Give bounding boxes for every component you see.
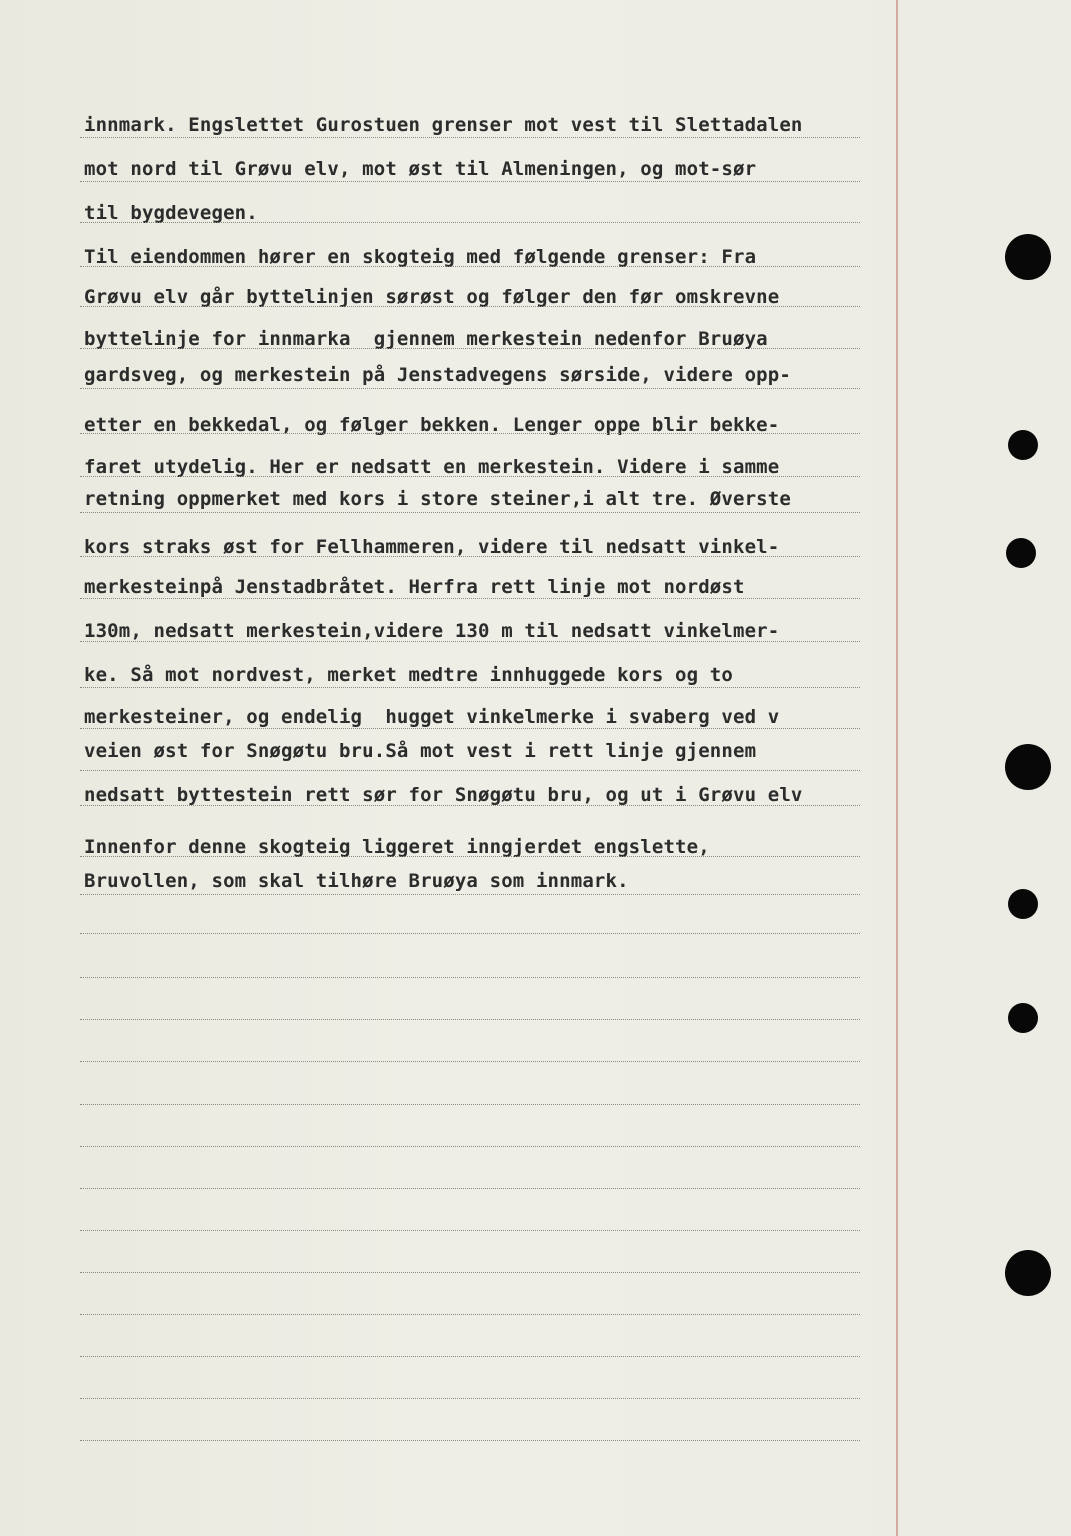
text-line: innmark. Engslettet Gurostuen grenser mot vest til Slettadalen <box>84 114 803 136</box>
ruling-line <box>80 433 860 434</box>
text-line: Bruvollen, som skal tilhøre Bruøya som innmark. <box>84 870 629 892</box>
punch-hole <box>1006 538 1036 568</box>
ruling-line <box>80 181 860 182</box>
text-line: kors straks øst for Fellhammeren, videre til nedsatt vinkel- <box>84 536 780 558</box>
ruling-line <box>80 1440 860 1441</box>
ruling-line <box>80 222 860 223</box>
ruling-line <box>80 894 860 895</box>
ruling-line <box>80 805 860 806</box>
text-line: byttelinje for innmarka gjennem merkestein nedenfor Bruøya <box>84 328 768 350</box>
ruling-line <box>80 1398 860 1399</box>
ruling-line <box>80 556 860 557</box>
text-line: gardsveg, og merkestein på Jenstadvegens sørside, videre opp- <box>84 364 791 386</box>
punch-hole <box>1008 430 1038 460</box>
ruling-line <box>80 770 860 771</box>
punch-hole <box>1005 744 1051 790</box>
ruling-line <box>80 1230 860 1231</box>
ruling-line <box>80 1272 860 1273</box>
text-line: Innenfor denne skogteig liggeret inngjerdet engslette, <box>84 836 710 858</box>
text-line: merkesteinpå Jenstadbråtet. Herfra rett linje mot nordøst <box>84 576 745 598</box>
ruling-line <box>80 266 860 267</box>
punch-hole <box>1005 1250 1051 1296</box>
ruling-line <box>80 1019 860 1020</box>
ruling-line <box>80 641 860 642</box>
punch-hole <box>1005 234 1051 280</box>
text-line: nedsatt byttestein rett sør for Snøgøtu bru, og ut i Grøvu elv <box>84 784 803 806</box>
ruling-line <box>80 1104 860 1105</box>
ruling-line <box>80 1356 860 1357</box>
text-line: faret utydelig. Her er nedsatt en merkestein. Videre i samme <box>84 456 780 478</box>
text-line: Til eiendommen hører en skogteig med følgende grenser: Fra <box>84 246 757 268</box>
text-line: mot nord til Grøvu elv, mot øst til Almeningen, og mot-sør <box>84 158 757 180</box>
ruling-line <box>80 687 860 688</box>
ruling-line <box>80 476 860 477</box>
ruling-line <box>80 512 860 513</box>
punch-hole <box>1008 1003 1038 1033</box>
ruling-line <box>80 977 860 978</box>
punch-hole <box>1008 889 1038 919</box>
text-line: merkesteiner, og endelig hugget vinkelmerke i svaberg ved v <box>84 706 780 728</box>
ruling-line <box>80 1146 860 1147</box>
ruling-line <box>80 856 860 857</box>
text-line: 130m, nedsatt merkestein,videre 130 m til nedsatt vinkelmer- <box>84 620 780 642</box>
ruling-line <box>80 388 860 389</box>
ruling-line <box>80 1188 860 1189</box>
ruling-line <box>80 933 860 934</box>
ruling-line <box>80 1314 860 1315</box>
ruling-line <box>80 598 860 599</box>
ruling-line <box>80 728 860 729</box>
ruling-line <box>80 348 860 349</box>
text-line: veien øst for Snøgøtu bru.Så mot vest i rett linje gjennem <box>84 740 757 762</box>
margin-line <box>896 0 898 1536</box>
ruling-line <box>80 137 860 138</box>
text-line: etter en bekkedal, og følger bekken. Lenger oppe blir bekke- <box>84 414 780 436</box>
text-line: til bygdevegen. <box>84 202 258 224</box>
text-line: ke. Så mot nordvest, merket medtre innhuggede kors og to <box>84 664 733 686</box>
text-line: retning oppmerket med kors i store steiner,i alt tre. Øverste <box>84 488 791 510</box>
text-line: Grøvu elv går byttelinjen sørøst og følger den før omskrevne <box>84 286 780 308</box>
ruling-line <box>80 306 860 307</box>
ruling-line <box>80 1061 860 1062</box>
